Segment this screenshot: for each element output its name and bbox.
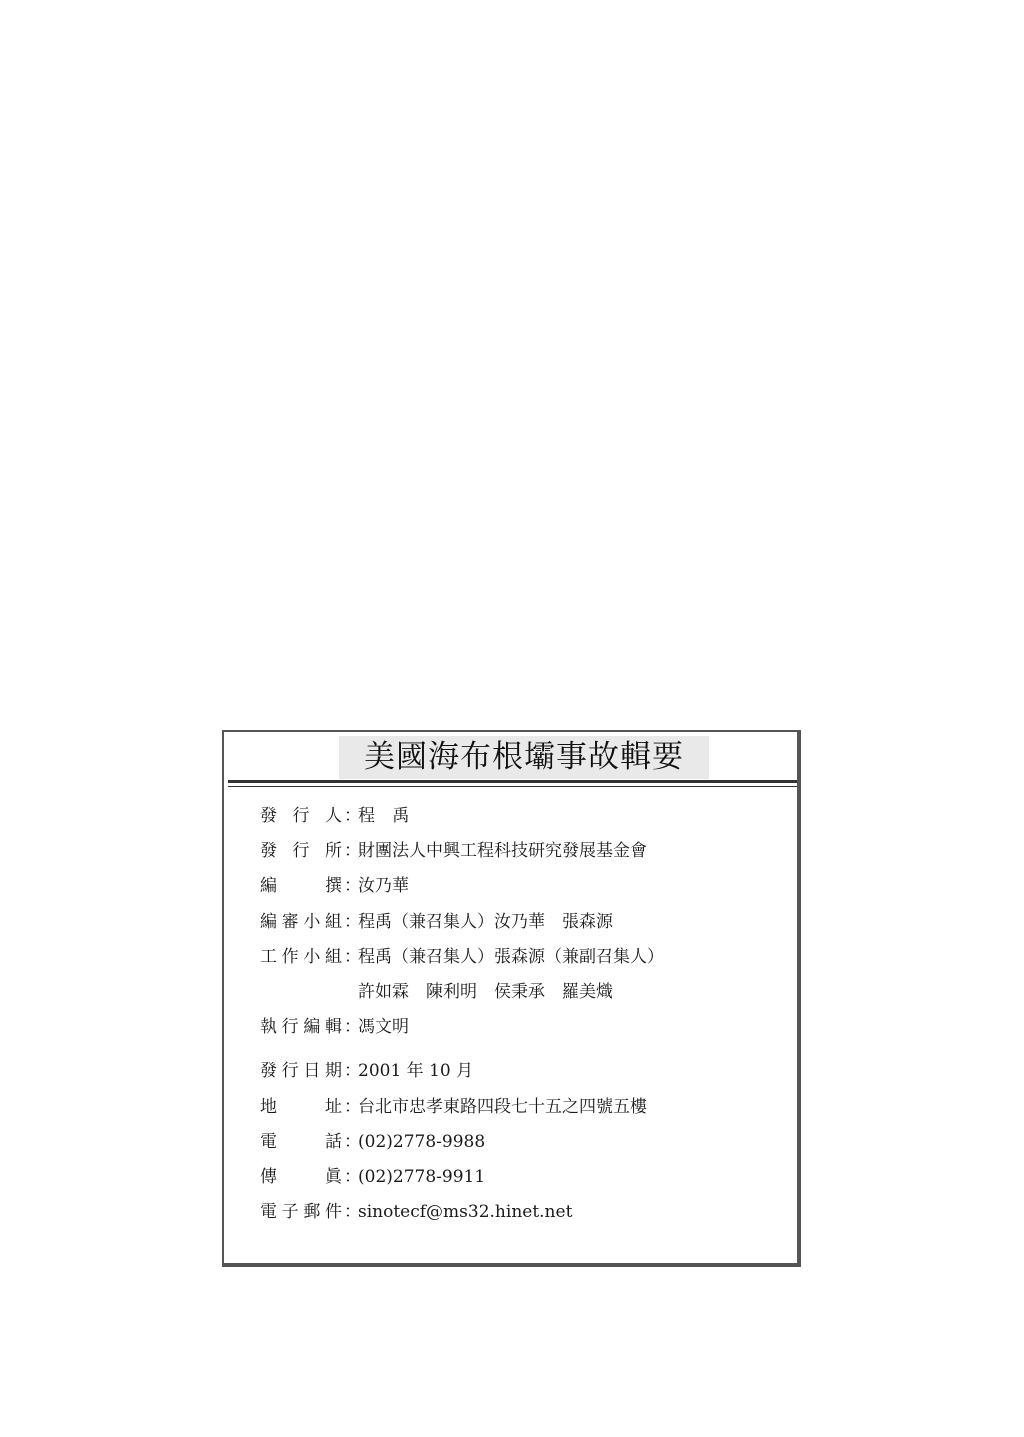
colon: ： <box>344 1166 361 1187</box>
colon: ： <box>344 1017 361 1038</box>
email-value: sinotecf@ms32.hinet.net <box>358 1202 573 1223</box>
executive-editor-value: 馮文明 <box>358 1017 409 1038</box>
label-char: 日 <box>303 1061 321 1082</box>
label-char: 編 <box>260 876 277 897</box>
title-rule-thin <box>228 786 797 787</box>
label-char: 話 <box>325 1131 342 1152</box>
label-char: 編 <box>260 911 277 932</box>
fax-label <box>260 1165 342 1189</box>
working-group-continued-row <box>260 980 780 1015</box>
address-value: 台北市忠孝東路四段七十五之四號五樓 <box>358 1096 647 1117</box>
label-char: 行 <box>281 1017 299 1038</box>
label-char: 址 <box>325 1096 342 1117</box>
label-char: 編 <box>303 1017 321 1038</box>
publisher-row <box>260 804 780 839</box>
publish-date-row <box>260 1059 780 1094</box>
title-rule-thick <box>228 780 797 783</box>
colon: ： <box>344 876 361 897</box>
working-group-continued-value: 許如霖 陳利明 侯秉承 羅美熾 <box>358 981 613 1002</box>
colon: ： <box>344 1096 361 1117</box>
label-char: 輯 <box>324 1017 342 1038</box>
label-char: 行 <box>281 1061 299 1082</box>
label-char: 小 <box>303 911 321 932</box>
fax-row <box>260 1165 780 1200</box>
colon: ： <box>344 946 361 967</box>
label-char: 發 <box>260 1061 277 1082</box>
colon: ： <box>344 1131 361 1152</box>
email-row <box>260 1200 780 1235</box>
label-char: 地 <box>260 1096 277 1117</box>
label-char: 件 <box>324 1202 342 1223</box>
label-char: 人 <box>325 806 342 826</box>
phone-label <box>260 1130 342 1154</box>
publisher-label <box>260 804 342 828</box>
executive-editor-label <box>260 1015 342 1039</box>
document-title: 美國海布根壩事故輯要 <box>364 739 684 775</box>
label-char: 組 <box>324 911 342 932</box>
label-char: 工 <box>260 946 277 967</box>
info-list <box>260 804 780 1235</box>
publishing-house-value: 財團法人中興工程科技研究發展基金會 <box>358 841 647 862</box>
colon: ： <box>344 1202 361 1223</box>
label-char: 電 <box>260 1202 277 1223</box>
colon: ： <box>344 806 361 826</box>
publishing-house-label <box>260 839 342 863</box>
fax-value: (02)2778-9911 <box>358 1166 486 1187</box>
phone-value: (02)2778-9988 <box>358 1131 486 1152</box>
review-group-value: 程禹（兼召集人）汝乃華 張森源 <box>358 911 613 932</box>
author-label <box>260 874 342 898</box>
address-label <box>260 1095 342 1119</box>
email-label <box>260 1200 342 1224</box>
label-char: 發 <box>260 841 277 862</box>
label-char: 傳 <box>260 1166 277 1187</box>
review-group-label <box>260 910 342 934</box>
label-char: 行 <box>292 841 310 862</box>
label-char: 小 <box>303 946 321 967</box>
publish-date-value: 2001 年 10 月 <box>358 1061 474 1082</box>
colon: ： <box>344 841 361 862</box>
label-char: 電 <box>260 1131 277 1152</box>
colon: ： <box>344 1061 361 1082</box>
label-char: 期 <box>324 1061 342 1082</box>
publish-date-label <box>260 1059 342 1083</box>
phone-row <box>260 1130 780 1165</box>
title-block <box>339 736 709 779</box>
working-group-value: 程禹（兼召集人）張森源（兼副召集人） <box>358 946 664 967</box>
working-group-row <box>260 945 780 980</box>
executive-editor-row <box>260 1015 780 1050</box>
review-group-row <box>260 910 780 945</box>
label-char: 所 <box>325 841 342 862</box>
label-char: 子 <box>281 1202 299 1223</box>
label-char: 審 <box>281 911 299 932</box>
colon: ： <box>344 911 361 932</box>
author-row <box>260 874 780 909</box>
colophon-box <box>222 730 801 1267</box>
label-char: 發 <box>260 806 277 826</box>
working-group-label <box>260 945 342 969</box>
author-value: 汝乃華 <box>358 876 409 897</box>
label-char: 郵 <box>303 1202 321 1223</box>
label-char: 眞 <box>325 1166 342 1187</box>
publisher-value: 程 禹 <box>358 806 416 826</box>
label-char: 執 <box>260 1017 277 1038</box>
label-char: 作 <box>281 946 299 967</box>
label-char: 組 <box>324 946 342 967</box>
label-char: 撰 <box>325 876 342 897</box>
label-char: 行 <box>292 806 310 826</box>
publishing-house-row <box>260 839 780 874</box>
title-band <box>224 732 797 784</box>
address-row <box>260 1095 780 1130</box>
